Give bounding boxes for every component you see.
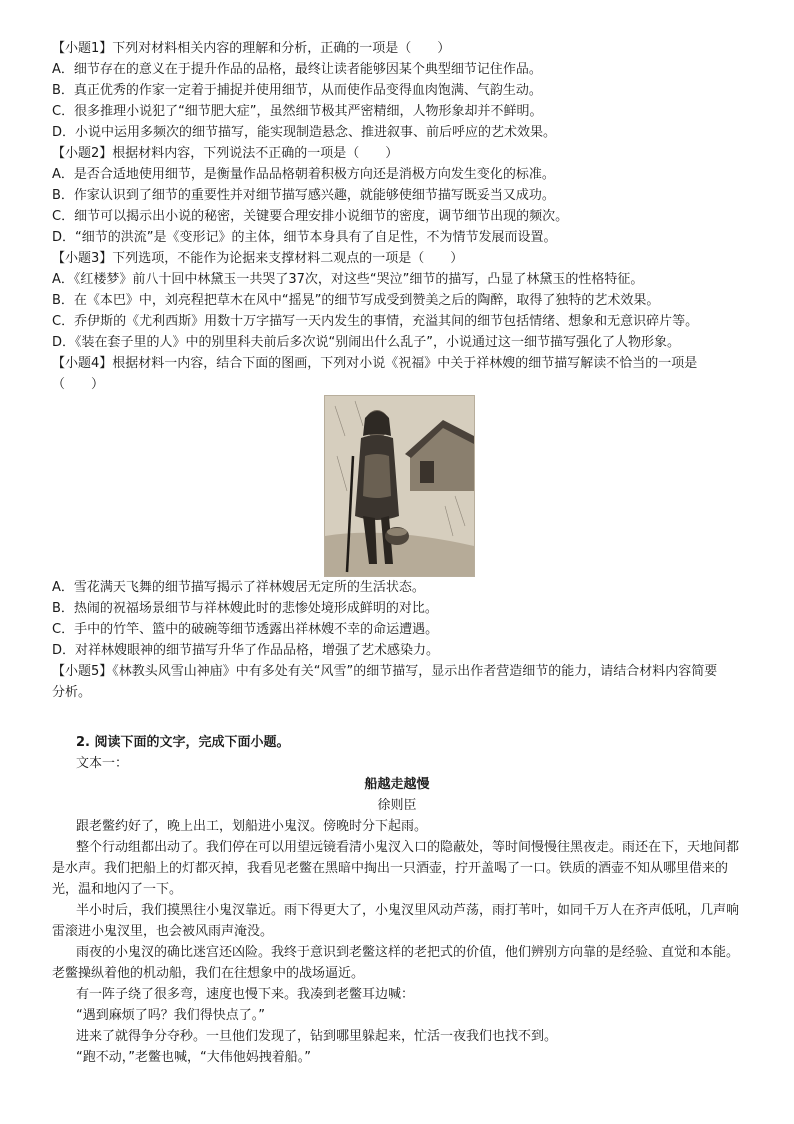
figure-illustration bbox=[324, 395, 475, 577]
text-label: 文本一： bbox=[76, 756, 129, 771]
q4-stem: 【小题4】根据材料一内容，结合下面的图画，下列对小说《祝福》中关于祥林嫂的细节描写解读不恰当的一项是 bbox=[52, 356, 698, 371]
q4-stem-continued: （ ） bbox=[52, 377, 105, 392]
paragraph-6-line-1: “遇到麻烦了吗？我们得快点了。” bbox=[76, 1008, 265, 1023]
q2-option-c: C．细节可以揭示出小说的秘密，关键要合理安排小说细节的密度，调节细节出现的频次。 bbox=[52, 209, 569, 224]
article-title: 船越走越慢 bbox=[364, 777, 430, 792]
q2-stem: 【小题2】根据材料内容，下列说法不正确的一项是（ ） bbox=[52, 146, 399, 161]
q4-option-a: A．雪花满天飞舞的细节描写揭示了祥林嫂居无定所的生活状态。 bbox=[52, 580, 425, 595]
q5-stem: 【小题5】《林教头风雪山神庙》中有多处有关“风雪”的细节描写，显示出作者营造细节的能力，请结合材料内容简要 bbox=[52, 664, 718, 679]
paragraph-3-line-1: 半小时后，我们摸黑往小鬼汊靠近。雨下得更大了，小鬼汊里风动芦荡，雨打苇叶，如同千万人在齐声低吼，几声响 bbox=[76, 903, 740, 918]
paragraph-4-line-1: 雨夜的小鬼汊的确比迷宫还凶险。我终于意识到老鳖这样的老把式的价值，他们辨别方向靠的是经验、直觉和本能。 bbox=[76, 945, 740, 960]
q3-stem: 【小题3】下列选项，不能作为论据来支撑材料二观点的一项是（ ） bbox=[52, 251, 464, 266]
illustration-woman-in-snow-icon bbox=[325, 396, 474, 576]
q3-option-b: B．在《本巴》中，刘亮程把草木在风中“摇晃”的细节写成受到赞美之后的陶醉，取得了独特的艺术效果。 bbox=[52, 293, 660, 308]
section2-heading: 2. 阅读下面的文字，完成下面小题。 bbox=[76, 735, 290, 750]
q3-option-c: C．乔伊斯的《尤利西斯》用数十万字描写一天内发生的事情，充溢其间的细节包括情绪、想象和无意识碎片等。 bbox=[52, 314, 699, 329]
paragraph-8-line-1: “跑不动，”老鳖也喊，“大伟他妈拽着船。” bbox=[76, 1050, 311, 1065]
q2-option-b: B．作家认识到了细节的重要性并对细节描写感兴趣，就能够使细节描写既妥当又成功。 bbox=[52, 188, 555, 203]
q3-option-a: A．《红楼梦》前八十回中林黛玉一共哭了37次，对这些“哭泣”细节的描写，凸显了林黛玉的性格特征。 bbox=[52, 272, 644, 287]
paragraph-2-line-3: 光，温和地闪了一下。 bbox=[52, 882, 183, 897]
q3-option-d: D．《装在套子里的人》中的别里科夫前后多次说“别闹出什么乱子”，小说通过这一细节描写强化了人物形象。 bbox=[52, 335, 680, 350]
q4-option-c: C．手中的竹竿、篮中的破碗等细节透露出祥林嫂不幸的命运遭遇。 bbox=[52, 622, 439, 637]
paragraph-3-line-2: 雷滚进小鬼汊里，也会被风雨声淹没。 bbox=[52, 924, 274, 939]
q1-option-a: A．细节存在的意义在于提升作品的品格，最终让读者能够因某个典型细节记住作品。 bbox=[52, 62, 542, 77]
q1-option-d: D．小说中运用多频次的细节描写，能实现制造悬念、推进叙事、前后呼应的艺术效果。 bbox=[52, 125, 557, 140]
q1-option-b: B．真正优秀的作家一定着于捕捉并使用细节，从而使作品变得血肉饱满、气韵生动。 bbox=[52, 83, 542, 98]
q1-stem: 【小题1】下列对材料相关内容的理解和分析，正确的一项是（ ） bbox=[52, 41, 451, 56]
q2-option-a: A．是否合适地使用细节，是衡量作品品格朝着积极方向还是消极方向发生变化的标准。 bbox=[52, 167, 555, 182]
q4-option-d: D．对祥林嫂眼神的细节描写升华了作品品格，增强了艺术感染力。 bbox=[52, 643, 440, 658]
q5-stem-continued: 分析。 bbox=[52, 685, 92, 700]
paragraph-7-line-1: 进来了就得争分夺秒。一旦他们发现了，钻到哪里躲起来，忙活一夜我们也找不到。 bbox=[76, 1029, 558, 1044]
paragraph-1-line-1: 跟老鳖约好了，晚上出工，划船进小鬼汊。傍晚时分下起雨。 bbox=[76, 819, 428, 834]
q4-option-b: B．热闹的祝福场景细节与祥林嫂此时的悲惨处境形成鲜明的对比。 bbox=[52, 601, 438, 616]
paragraph-4-line-2: 老鳖操纵着他的机动船，我们在往想象中的战场逼近。 bbox=[52, 966, 365, 981]
paragraph-2-line-2: 是水声。我们把船上的灯都灭掉，我看见老鳖在黑暗中掏出一只酒壶，拧开盖喝了一口。铁质的酒壶不知从哪里借来的 bbox=[52, 861, 729, 876]
paragraph-5-line-1: 有一阵子绕了很多弯，速度也慢下来。我凑到老鳖耳边喊： bbox=[76, 987, 415, 1002]
q2-option-d: D．“细节的洪流”是《变形记》的主体，细节本身具有了自足性，不为情节发展而设置。 bbox=[52, 230, 557, 245]
article-author: 徐则臣 bbox=[377, 798, 417, 813]
q1-option-c: C．很多推理小说犯了“细节肥大症”，虽然细节极其严密精细，人物形象却并不鲜明。 bbox=[52, 104, 543, 119]
paragraph-2-line-1: 整个行动组都出动了。我们停在可以用望远镜看清小鬼汊入口的隐蔽处，等时间慢慢往黑夜走。雨还在下，天地间都 bbox=[76, 840, 740, 855]
